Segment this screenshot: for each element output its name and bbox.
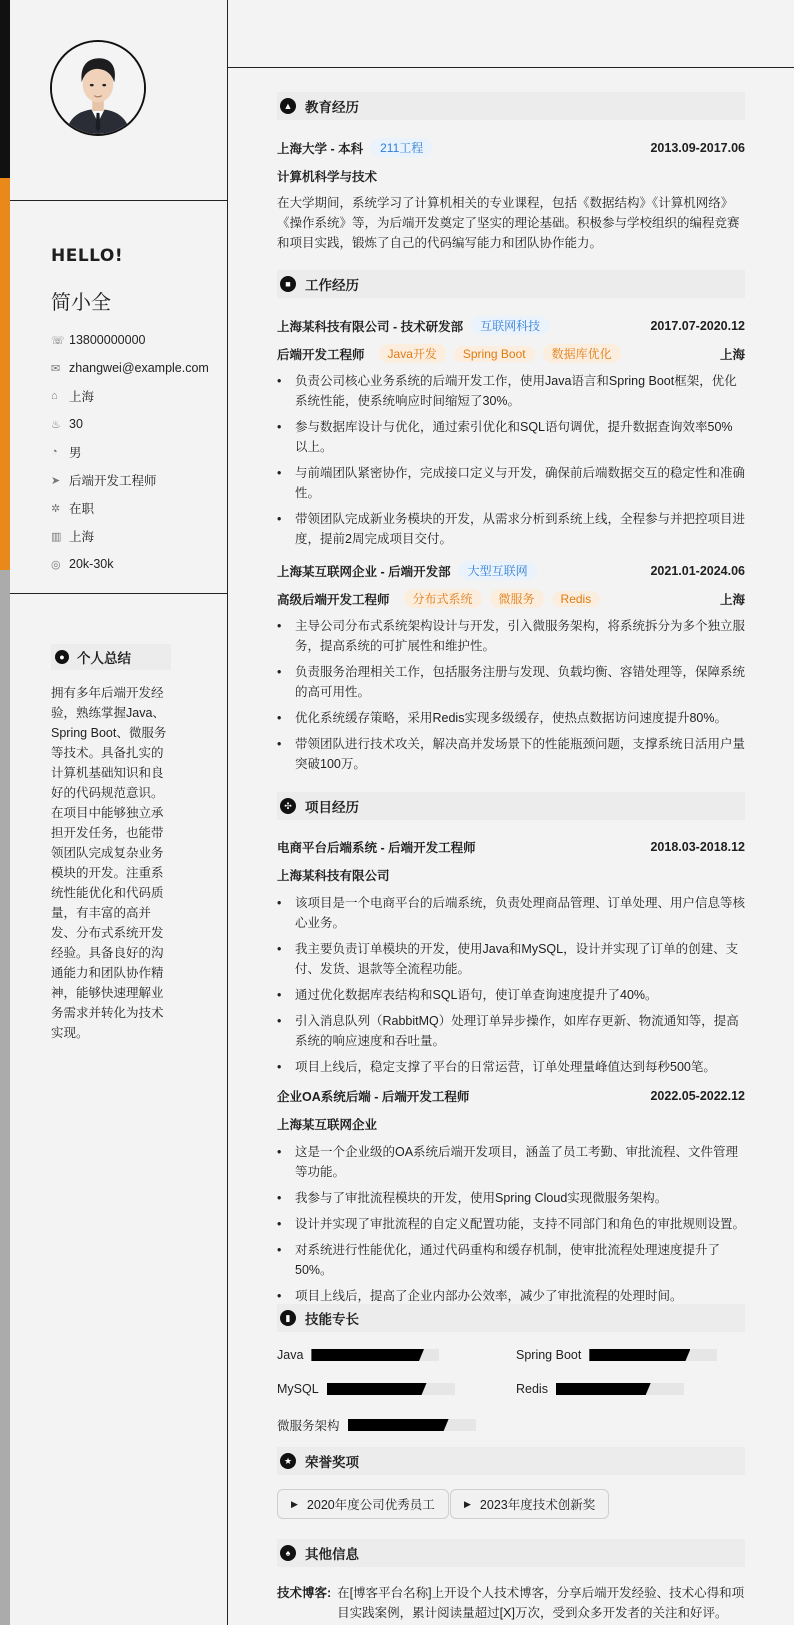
job-role: 后端开发工程师 xyxy=(277,347,365,362)
chart-icon: ▮ xyxy=(280,1310,296,1326)
status-icon: ✲ xyxy=(51,502,61,515)
list-item: • 优化系统缓存策略，采用Redis实现多级缓存，使热点数据访问速度提升80%。 xyxy=(277,708,745,728)
job-role-row xyxy=(277,344,745,363)
skill-name: Spring Boot xyxy=(516,1348,582,1362)
send-icon: ➤ xyxy=(51,474,61,487)
skill-java xyxy=(277,1348,439,1362)
avatar-portrait xyxy=(52,42,144,134)
info-gender: ◔ 男 xyxy=(51,446,82,460)
project-period: 2018.03-2018.12 xyxy=(650,840,745,854)
skill-bar-fill xyxy=(348,1419,449,1431)
skill-bar-fill xyxy=(311,1349,424,1361)
skill-name: MySQL xyxy=(277,1382,319,1396)
play-icon: ▶ xyxy=(291,1498,298,1509)
contact-info-list xyxy=(51,326,209,578)
award-item[interactable]: ▶ 2020年度公司优秀员工 xyxy=(277,1489,449,1519)
list-item: • 负责公司核心业务系统的后端开发工作，使用Java语言和Spring Boot框架，优化系统性能，使系统响应时间缩短了30%。 xyxy=(277,371,745,411)
list-item: • 我主要负责订单模块的开发，使用Java和MySQL，设计并实现了订单的创建、支付、发货、退款等全流程功能。 xyxy=(277,939,745,979)
list-item: • 带领团队进行技术攻关，解决高并发场景下的性能瓶颈问题，支撑系统日活用户量突破100万。 xyxy=(277,734,745,774)
awards-heading: ★ 荣誉奖项 xyxy=(277,1447,745,1475)
skill-tag: 数据库优化 xyxy=(543,344,621,363)
list-item: • 参与数据库设计与优化，通过索引优化和SQL语句调优，提升数据查询效率50%以上。 xyxy=(277,417,745,457)
skill-bar-fill xyxy=(589,1349,690,1361)
other-label: 技术博客: xyxy=(277,1586,332,1600)
info-position: ➤ 后端开发工程师 xyxy=(51,474,157,488)
skill-bar xyxy=(589,1349,717,1361)
summary-heading: ● 个人总结 xyxy=(51,644,171,670)
award-item[interactable]: ▶ 2023年度技术创新奖 xyxy=(450,1489,609,1519)
gender-icon: ◔ xyxy=(51,446,58,458)
skill-name: Java xyxy=(277,1348,304,1362)
info-status: ✲ 在职 xyxy=(51,502,95,516)
project-period: 2022.05-2022.12 xyxy=(650,1089,745,1103)
info-salary: ◎ 20k-30k xyxy=(51,557,114,571)
side-strip-black xyxy=(0,0,10,178)
skill-bar xyxy=(348,1419,476,1431)
skill-bar xyxy=(311,1349,439,1361)
education-header-row xyxy=(277,138,745,157)
job-role: 高级后端开发工程师 xyxy=(277,592,390,607)
skills-heading: ▮ 技能专长 xyxy=(277,1304,745,1332)
other-info xyxy=(277,1583,745,1623)
info-email: ✉ zhangwei@example.com xyxy=(51,361,209,375)
project-company: 上海某科技有限公司 xyxy=(277,869,390,883)
list-item: • 项目上线后，提高了企业内部办公效率，减少了审批流程的处理时间。 xyxy=(277,1286,745,1306)
project-header-row xyxy=(277,1087,745,1105)
list-item: • 与前端团队紧密协作，完成接口定义与开发，确保前后端数据交互的稳定性和准确性。 xyxy=(277,463,745,503)
job-header-row xyxy=(277,316,745,335)
user-icon: ● xyxy=(55,650,69,664)
job-period: 2017.07-2020.12 xyxy=(650,318,745,333)
work-heading: ■ 工作经历 xyxy=(277,270,745,298)
skill-mysql xyxy=(277,1382,455,1396)
list-item: • 带领团队完成新业务模块的开发，从需求分析到系统上线，全程参与并把控项目进度，提前2周完成项目交付。 xyxy=(277,509,745,549)
skill-bar-fill xyxy=(556,1383,651,1395)
skill-spring-boot xyxy=(516,1348,717,1362)
home-icon: ⌂ xyxy=(51,390,58,402)
company-tag: 大型互联网 xyxy=(459,561,537,580)
project-bullets xyxy=(277,893,745,1083)
job-bullets xyxy=(277,616,745,780)
skill-microservices xyxy=(277,1416,476,1434)
skill-bar xyxy=(556,1383,684,1395)
list-item: • 负责服务治理相关工作，包括服务注册与发现、负载均衡、容错处理等，保障系统的高可用性。 xyxy=(277,662,745,702)
graduation-cap-icon: ▲ xyxy=(280,98,296,114)
info-age: ♨ 30 xyxy=(51,417,83,431)
list-item: • 主导公司分布式系统架构设计与开发，引入微服务架构，将系统拆分为多个独立服务，提高系统的可扩展性和维护性。 xyxy=(277,616,745,656)
company-name: 上海某互联网企业 - 后端开发部 xyxy=(277,564,451,579)
job-header-row xyxy=(277,561,745,580)
play-icon: ▶ xyxy=(464,1498,471,1509)
list-item: • 通过优化数据库表结构和SQL语句，使订单查询速度提升了40%。 xyxy=(277,985,745,1005)
list-item: • 项目上线后，稳定支撑了平台的日常运营，订单处理量峰值达到每秒500笔。 xyxy=(277,1057,745,1077)
divider xyxy=(10,200,227,201)
info-location: ⌂ 上海 xyxy=(51,390,95,404)
skill-tag: 分布式系统 xyxy=(404,589,482,608)
skill-tag: Spring Boot xyxy=(454,346,535,362)
briefcase-icon: ■ xyxy=(280,276,296,292)
job-period: 2021.01-2024.06 xyxy=(650,563,745,578)
education-desc: 在大学期间，系统学习了计算机相关的专业课程，包括《数据结构》《计算机网络》《操作系统》等，为后端开发奠定了坚实的理论基础。积极参与学校组织的编程竞赛和项目实践，锻炼了自己的代码编写能力和团队协作能力。 xyxy=(277,196,740,250)
skill-bar xyxy=(327,1383,455,1395)
list-item: • 这是一个企业级的OA系统后端开发项目，涵盖了员工考勤、审批流程、文件管理等功能。 xyxy=(277,1142,745,1182)
skill-tag: 微服务 xyxy=(490,589,544,608)
building-icon: ▥ xyxy=(51,530,62,543)
skill-redis xyxy=(516,1382,684,1396)
grid-icon: ✣ xyxy=(280,798,296,814)
info-city: ▥ 上海 xyxy=(51,530,95,544)
school-tag: 211工程 xyxy=(371,138,432,157)
money-icon: ◎ xyxy=(51,558,61,571)
school-name: 上海大学 - 本科 xyxy=(277,141,364,156)
company-name: 上海某科技有限公司 - 技术研发部 xyxy=(277,319,464,334)
list-item: • 设计并实现了审批流程的自定义配置功能，支持不同部门和角色的审批规则设置。 xyxy=(277,1214,745,1234)
project-bullets xyxy=(277,1142,745,1312)
summary-text: 拥有多年后端开发经验，熟练掌握Java、Spring Boot、微服务等技术。具备扎实的计算机基础知识和良好的代码规范意识。在项目中能够独立承担开发任务，也能带领团队完成复杂业务模块的开发。注重系统性能优化和代码质量，有丰富的高并发、分布式系统开发经验。具备良好的沟通能力和团队协作精神，能够快速理解业务需求并转化为技术实现。 xyxy=(51,686,167,1040)
side-strip-gray xyxy=(0,570,10,1625)
job-bullets xyxy=(277,371,745,555)
info-phone: ☏ 13800000000 xyxy=(51,333,146,347)
job-role-row xyxy=(277,589,745,608)
projects-heading: ✣ 项目经历 xyxy=(277,792,745,820)
skill-bar-fill xyxy=(327,1383,427,1395)
list-item: • 对系统进行性能优化，通过代码重构和缓存机制，使审批流程处理速度提升了50%。 xyxy=(277,1240,745,1280)
mail-icon: ✉ xyxy=(51,362,61,375)
skill-tag: Redis xyxy=(552,591,601,607)
phone-icon: ☏ xyxy=(51,334,65,347)
divider xyxy=(228,67,794,68)
list-item: • 该项目是一个电商平台的后端系统，负责处理商品管理、订单处理、用户信息等核心业务。 xyxy=(277,893,745,933)
project-company: 上海某互联网企业 xyxy=(277,1118,378,1132)
trophy-icon: ★ xyxy=(280,1453,296,1469)
flame-icon: ♠ xyxy=(280,1545,296,1561)
person-name: 简小全 xyxy=(51,292,111,314)
skill-name: 微服务架构 xyxy=(277,1419,340,1433)
education-heading: ▲ 教育经历 xyxy=(277,92,745,120)
project-header-row xyxy=(277,838,745,856)
greeting: HELLO! xyxy=(51,246,124,266)
column-divider xyxy=(227,0,228,1625)
list-item: • 我参与了审批流程模块的开发，使用Spring Cloud实现微服务架构。 xyxy=(277,1188,745,1208)
job-city: 上海 xyxy=(719,347,745,362)
side-strip-orange xyxy=(0,178,10,570)
skill-name: Redis xyxy=(516,1382,548,1396)
cake-icon: ♨ xyxy=(51,418,61,431)
project-name: 企业OA系统后端 - 后端开发工程师 xyxy=(277,1090,470,1104)
divider xyxy=(10,593,227,594)
major: 计算机科学与技术 xyxy=(277,170,378,184)
other-heading: ♠ 其他信息 xyxy=(277,1539,745,1567)
project-name: 电商平台后端系统 - 后端开发工程师 xyxy=(277,841,476,855)
skill-tag: Java开发 xyxy=(379,344,446,363)
other-text: 在[博客平台名称]上开设个人技术博客，分享后端开发经验、技术心得和项目实践案例，累计阅读量超过[X]万次，受到众多开发者的关注和好评。 xyxy=(337,1586,745,1620)
list-item: • 引入消息队列（RabbitMQ）处理订单异步操作，如库存更新、物流通知等，提高系统的响应速度和吞吐量。 xyxy=(277,1011,745,1051)
education-period: 2013.09-2017.06 xyxy=(650,140,745,155)
job-city: 上海 xyxy=(719,592,745,607)
avatar xyxy=(50,40,146,136)
company-tag: 互联网科技 xyxy=(471,316,549,335)
